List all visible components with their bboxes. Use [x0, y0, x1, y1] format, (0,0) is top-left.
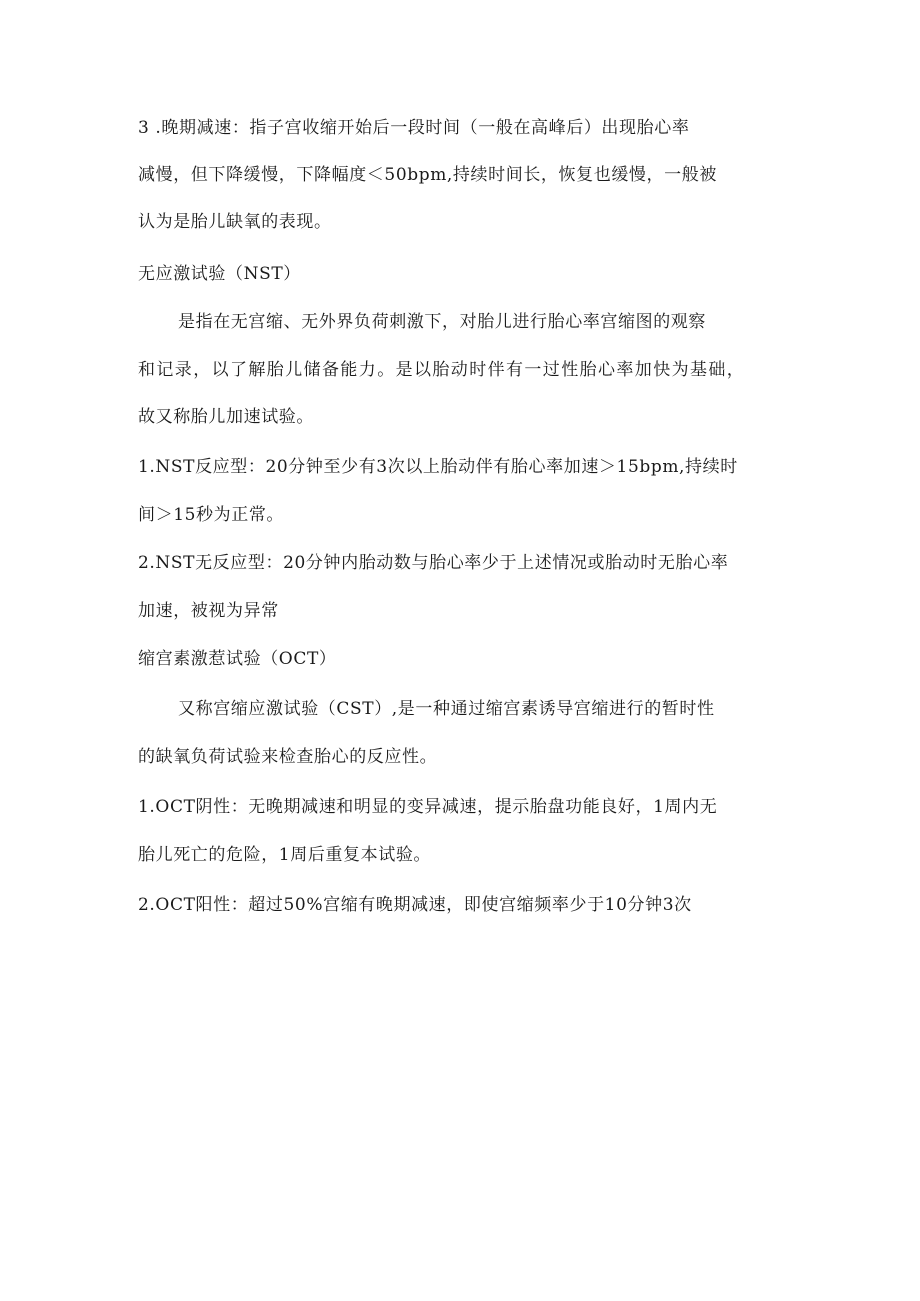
oct-negative-line-1: 1.OCT阴性：无晚期减速和明显的变异减速，提示胎盘功能良好，1周内无	[138, 797, 718, 817]
oct-heading: 缩宫素激惹试验（OCT）	[138, 649, 337, 669]
oct-negative-line-2: 胎儿死亡的危险，1周后重复本试验。	[138, 845, 432, 865]
oct-definition-line-1: 又称宫缩应激试验（CST）,是一种通过缩宫素诱导宫缩进行的暂时性	[178, 699, 715, 719]
oct-positive-line-1: 2.OCT阳性：超过50%宫缩有晚期减速，即使宫缩频率少于10分钟3次	[138, 895, 692, 915]
nst-reactive-line-1: 1.NST反应型：20分钟至少有3次以上胎动伴有胎心率加速＞15bpm,持续时	[138, 457, 738, 477]
late-deceleration-line-1: 3 .晚期减速：指子宫收缩开始后一段时间（一般在高峰后）出现胎心率	[138, 118, 690, 138]
nst-definition-line-2: 和记录，以了解胎儿储备能力。是以胎动时伴有一过性胎心率加快为基础，	[138, 360, 746, 380]
nst-nonreactive-line-2: 加速，被视为异常	[138, 601, 279, 621]
nst-heading: 无应激试验（NST）	[138, 264, 301, 284]
oct-definition-line-2: 的缺氧负荷试验来检查胎心的反应性。	[138, 747, 438, 767]
nst-nonreactive-line-1: 2.NST无反应型：20分钟内胎动数与胎心率少于上述情况或胎动时无胎心率	[138, 553, 729, 573]
late-deceleration-line-3: 认为是胎儿缺氧的表现。	[138, 212, 332, 232]
nst-reactive-line-2: 间＞15秒为正常。	[138, 505, 285, 525]
late-deceleration-line-2: 减慢，但下降缓慢，下降幅度＜50bpm,持续时间长，恢复也缓慢，一般被	[138, 165, 717, 185]
nst-definition-line-3: 故又称胎儿加速试验。	[138, 407, 314, 427]
nst-definition-line-1: 是指在无宫缩、无外界负荷刺激下，对胎儿进行胎心率宫缩图的观察	[178, 312, 706, 332]
